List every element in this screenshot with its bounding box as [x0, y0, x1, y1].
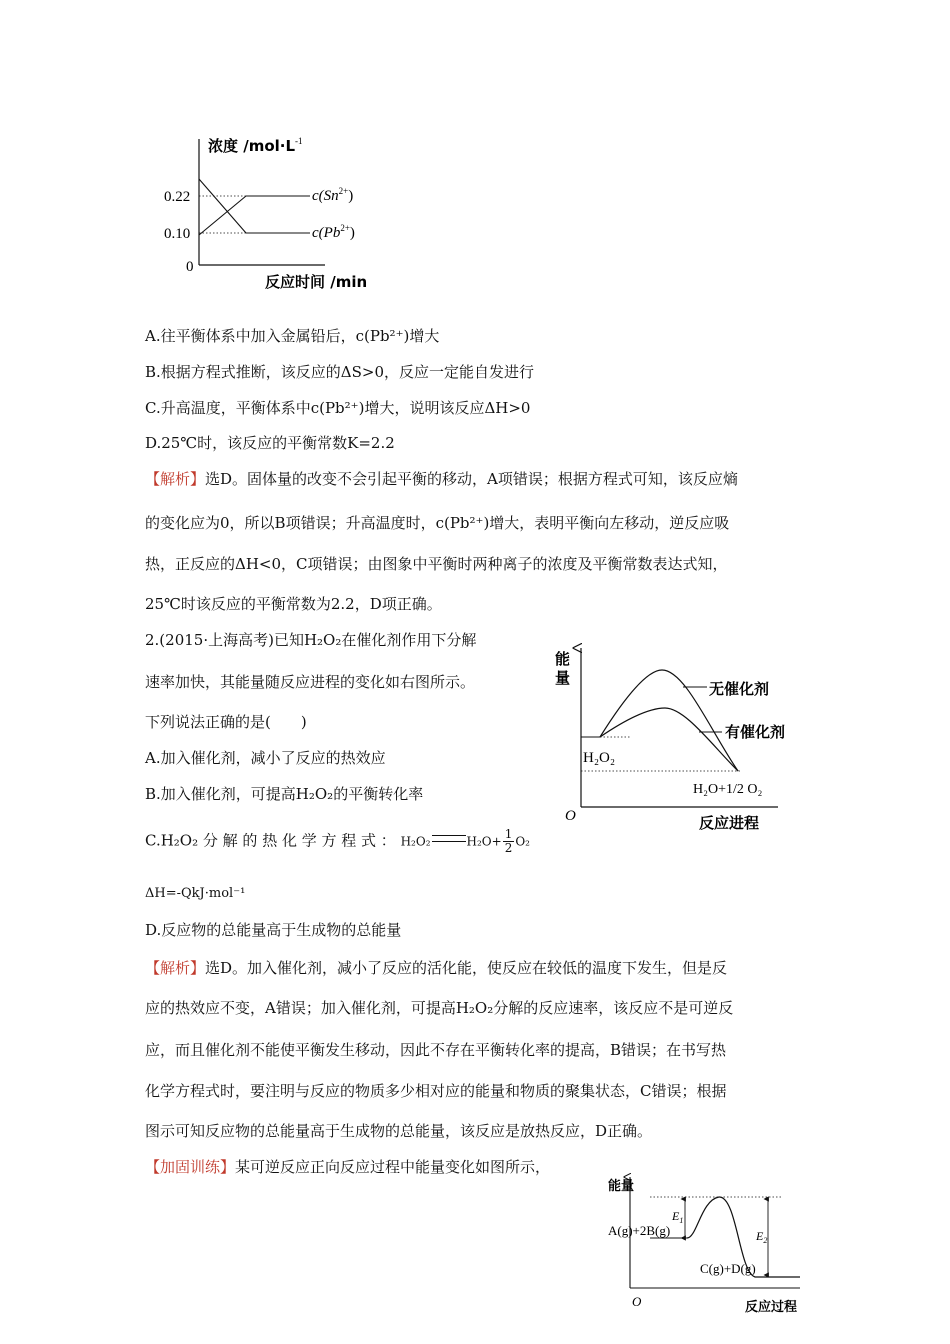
q2-analysis-line-3: 应，而且催化剂不能使平衡发生移动，因此不存在平衡转化率的提高，B错误；在书写热: [145, 1041, 727, 1059]
q1-option-a: A.往平衡体系中加入金属铅后，c(Pb²⁺)增大: [145, 327, 440, 345]
q2-option-c-enthalpy: ΔH=-QkJ·mol⁻¹: [145, 886, 246, 901]
y-axis-label: 浓度 $/mol\cdot L^{-1}$: [208, 136, 303, 155]
q1-analysis-line-4: 25℃时该反应的平衡常数为2.2，D项正确。: [145, 595, 442, 613]
q2-analysis-line-5: 图示可知反应物的总能量高于生成物的总能量，该反应是放热反应，D正确。: [145, 1122, 653, 1140]
fraction-half: $\frac{1}{2}$: [504, 827, 513, 855]
reinforce-tag: 【加固训练】: [145, 1158, 236, 1176]
q1-analysis-line-3: 热，正反应的ΔH<0，C项错误；由图象中平衡时两种离子的浓度及平衡常数表达式知，: [145, 555, 728, 573]
q1-option-c: C.升高温度，平衡体系中c(Pb²⁺)增大，说明该反应ΔH>0: [145, 399, 531, 417]
q2-option-d: D.反应物的总能量高于生成物的总能量: [145, 921, 402, 939]
q1-analysis-line-1: 【解析】选D。固体量的改变不会引起平衡的移动，A项错误；根据方程式可知，该反应熵: [145, 470, 738, 488]
product-label: H₂O+1/2 O₂: [693, 782, 763, 797]
x-axis-label: 反应时间 /min: [265, 273, 368, 291]
x-axis-label: 反应过程: [745, 1300, 798, 1315]
reactant-label: H₂O₂: [583, 750, 616, 766]
origin-label: O: [565, 808, 576, 824]
q1-analysis-line-2: 的变化应为0，所以B项错误；升高温度时，c(Pb²⁺)增大，表明平衡向左移动，逆反应吸: [145, 514, 730, 532]
series-sn-label: $c(Sn^{2+})$: [312, 186, 354, 204]
analysis-tag: 【解析】: [145, 959, 206, 977]
pb-initial-line: [199, 179, 246, 233]
y-axis-label: 能量: [608, 1179, 635, 1194]
origin-label: O: [632, 1294, 642, 1309]
q1-option-b: B.根据方程式推断，该反应的ΔS>0，反应一定能自发进行: [145, 363, 535, 381]
reinforce-line: 【加固训练】某可逆反应正向反应过程中能量变化如图所示，: [145, 1158, 551, 1176]
q2-stem-line-3: 下列说法正确的是( ): [145, 713, 307, 731]
concentration-chart: [150, 125, 410, 300]
analysis-tag: 【解析】: [145, 470, 206, 488]
q2-option-b: B.加入催化剂，可提高H₂O₂的平衡转化率: [145, 785, 424, 803]
x-axis-label: 反应进程: [699, 814, 760, 832]
e1-label: $E_1$: [672, 1209, 684, 1225]
q2-stem-line-1: 2.(2015·上海高考)已知H₂O₂在催化剂作用下分解: [145, 631, 477, 649]
reaction-energy-diagram: [605, 1172, 805, 1322]
y-axis-label-bottom: 量: [555, 669, 571, 687]
q2-option-a: A.加入催化剂，减小了反应的热效应: [145, 749, 386, 767]
equals-arrow: [432, 835, 466, 842]
y-axis-label-top: 能: [555, 650, 571, 668]
e2-label: $E_2$: [756, 1229, 768, 1245]
q2-stem-line-2: 速率加快，其能量随反应进程的变化如右图所示。: [145, 673, 476, 691]
q2-analysis-line-4: 化学方程式时，要注明与反应的物质多少相对应的能量和物质的聚集状态，C错误；根据: [145, 1082, 727, 1100]
curve-with-catalyst: [600, 708, 738, 771]
catalyst-label: 有催化剂: [725, 723, 786, 741]
series-pb-label: $c(Pb^{2+})$: [312, 223, 355, 241]
sn-initial-line: [199, 196, 246, 235]
product-label: C(g)+D(g): [700, 1261, 756, 1276]
no-catalyst-label: 无催化剂: [709, 680, 770, 698]
q2-analysis-line-1: 【解析】选D。加入催化剂，减小了反应的活化能，使反应在较低的温度下发生，但是反: [145, 959, 728, 977]
q2-analysis-line-2: 应的热效应不变，A错误；加入催化剂，可提高H₂O₂分解的反应速率，该反应不是可逆反: [145, 999, 734, 1017]
q2-option-c: C.H₂O₂ 分 解 的 热 化 学 方 程 式 ： H₂O₂ H₂O+ $\frac{1}{2}$ O₂: [145, 827, 530, 855]
tick-0: 0: [186, 259, 194, 275]
reactant-label: A(g)+2B(g): [608, 1223, 671, 1238]
catalyst-energy-diagram: [550, 640, 790, 835]
tick-010: 0.10: [164, 226, 191, 242]
tick-022: 0.22: [164, 189, 191, 205]
q1-option-d: D.25℃时，该反应的平衡常数K=2.2: [145, 434, 395, 452]
